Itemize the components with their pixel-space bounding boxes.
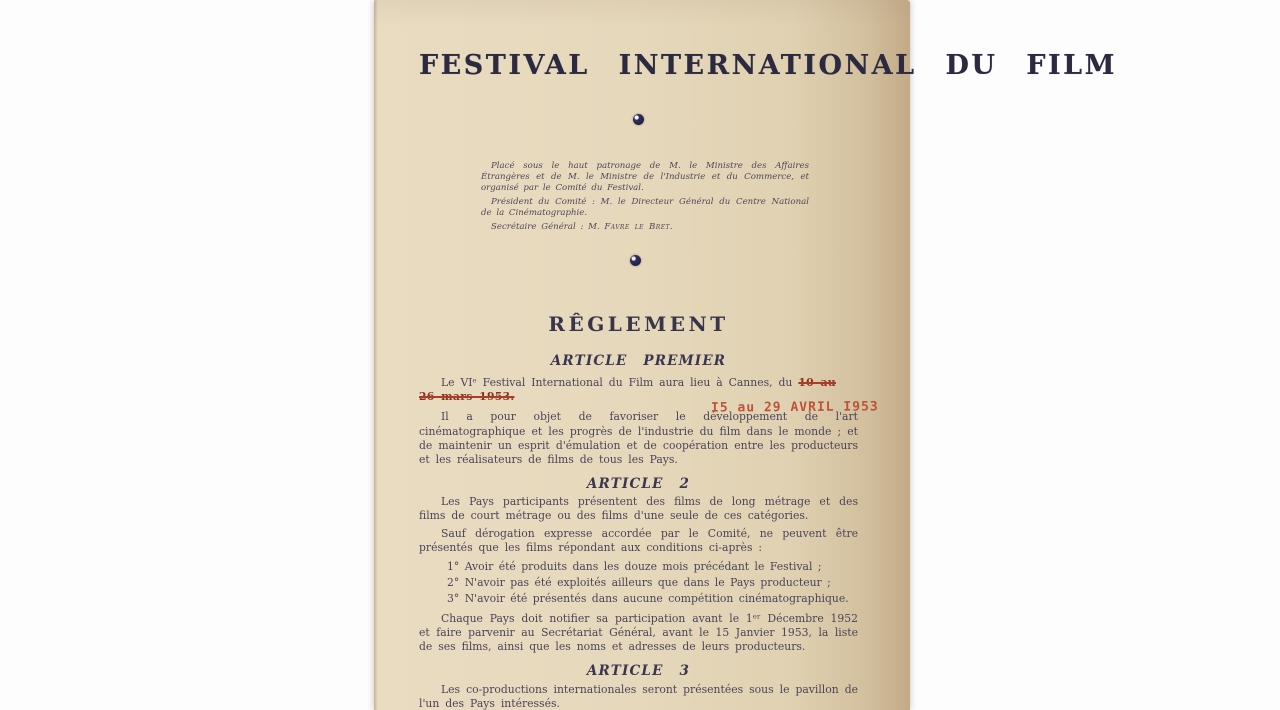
document-page (374, 0, 1118, 710)
ball-ornament-icon (630, 255, 641, 266)
article-2-heading: ARTICLE 2 (586, 476, 691, 493)
secretary-name: Favre le Bret. (604, 222, 674, 232)
struck-original-date: 10 au 26 mars 1953. (419, 376, 836, 404)
red-date-stamp: I5 au 29 AVRIL I953 (710, 399, 879, 416)
festival-title: FESTIVAL INTERNATIONAL DU FILM (419, 50, 1118, 81)
article1-paragraph: Il a pour objet de favoriser le développement de l'art cinématographique et les progrès de l'industrie du film dans le monde ; et de maintenir un esprit d'émulation et de coopération entre les producteurs et les réalisateurs de films de tous les Pays. (419, 410, 858, 467)
article2-paragraph-2: Sauf dérogation expresse accordée par le Comité, ne peuvent être présentés que les films répondant aux conditions ci-après : (419, 526, 858, 554)
article-premier-heading: ARTICLE PREMIER (550, 353, 727, 369)
patronage-block (481, 161, 809, 233)
article3-paragraph: Les co-productions internationales seront présentées sous le pavillon de l'un des Pays intéressés. (419, 683, 858, 710)
article-3-heading: ARTICLE 3 (586, 663, 691, 680)
secretary-label: Secrétaire Général : M. (491, 222, 600, 232)
reglement-heading: RÊGLEMENT (548, 312, 729, 336)
article1-intro-text: Le VIᵉ Festival International du Film aura lieu à Cannes, du (441, 376, 793, 389)
article2-paragraph-3: Chaque Pays doit notifier sa participation avant le 1ᵉʳ Décembre 1952 et faire parvenir au Secrétariat Général, avant le 15 Janvier 1953, la liste de ses films, ainsi que les noms et adresses de leurs producteurs. (419, 611, 858, 654)
patronage-line-1: Placé sous le haut patronage de M. le Ministre des Affaires Étrangères et de M. le Ministre de l'Industrie et du Commerce, et organisé par le Comité du Festival. (481, 161, 809, 193)
ball-ornament-icon (633, 114, 644, 125)
conditions-list (447, 559, 858, 608)
condition-item-2: 2° N'avoir pas été exploités ailleurs que dans le Pays producteur ; (447, 576, 831, 590)
condition-item-1: 1° Avoir été produits dans les douze mois précédant le Festival ; (447, 560, 822, 574)
page-content (374, 50, 1118, 710)
condition-item-3: 3° N'avoir été présentés dans aucune compétition cinématographique. (447, 592, 849, 606)
patronage-line-2: Président du Comité : M. le Directeur Général du Centre National de la Cinématographie. (481, 197, 809, 218)
article2-paragraph-1: Les Pays participants présentent des films de long métrage et des films de court métrage ou des films d'une seule de ces catégories. (419, 495, 858, 523)
patronage-line-3 (481, 222, 809, 233)
